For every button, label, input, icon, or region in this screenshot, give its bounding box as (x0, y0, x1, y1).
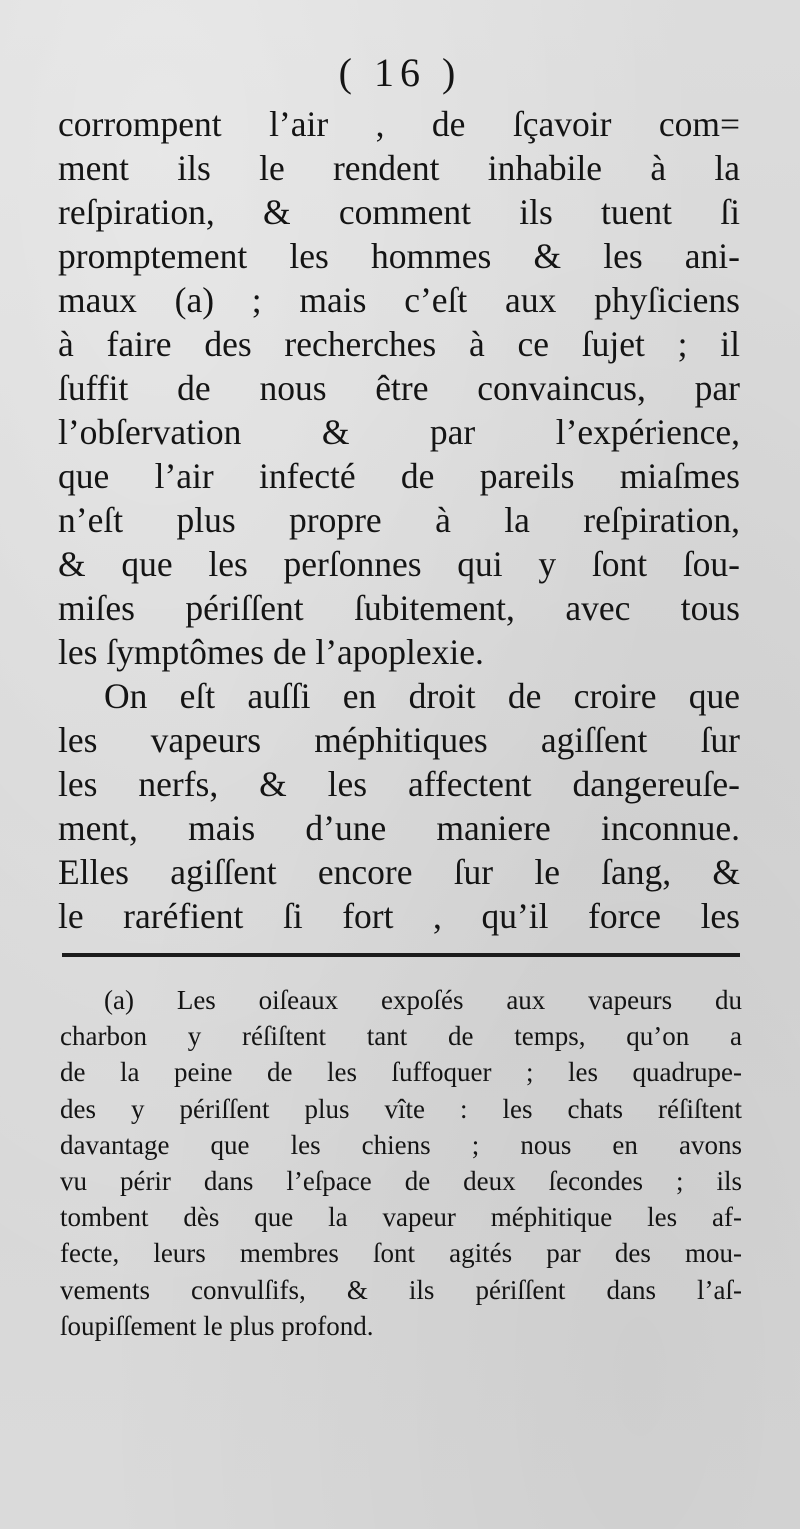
text-line: corrompent l’air , de ſçavoir com= (58, 104, 740, 144)
text-line: ſuffit de nous être convaincus, par (58, 368, 740, 408)
footnote-line: tombent dès que la vapeur méphitique les af- (60, 1202, 742, 1233)
text-line: le raréfient ſi fort , qu’il force les (58, 896, 740, 936)
text-line: que l’air infecté de pareils miaſmes (58, 456, 740, 496)
footnote-line: davantage que les chiens ; nous en avons (60, 1129, 742, 1160)
text-line: & que les perſonnes qui y ſont ſou- (58, 544, 740, 584)
text-line: les ſymptômes de l’apoplexie. (58, 632, 484, 672)
text-line: l’obſervation & par l’expérience, (58, 412, 740, 452)
text-line: miſes périſſent ſubitement, avec tous (58, 588, 740, 628)
footnote-line: fecte, leurs membres ſont agités par des mou- (60, 1238, 742, 1269)
text-line: Elles agiſſent encore ſur le ſang, & (58, 852, 740, 892)
footnote-divider (62, 953, 740, 957)
page-number: ( 16 ) (338, 50, 462, 95)
main-text (58, 102, 740, 938)
footnote-line: charbon y réſiſtent tant de temps, qu’on a (60, 1021, 742, 1052)
footnote (60, 982, 742, 1344)
text-line: promptement les hommes & les ani- (58, 236, 740, 276)
text-line: les vapeurs méphitiques agiſſent ſur (58, 720, 740, 760)
text-line: On eſt auſſi en droit de croire que (104, 676, 740, 716)
text-line: à faire des recherches à ce ſujet ; il (58, 324, 740, 364)
footnote-line: (a) Les oiſeaux expoſés aux vapeurs du (104, 985, 742, 1015)
text-line: maux (a) ; mais c’eſt aux phyſiciens (58, 280, 740, 320)
text-line: ment, mais d’une maniere inconnue. (58, 808, 740, 848)
footnote-line: vements convulſifs, & ils périſſent dans l’aſ- (60, 1274, 742, 1305)
text-line: n’eſt plus propre à la reſpiration, (58, 500, 740, 540)
footnote-line: des y périſſent plus vîte : les chats réſiſtent (60, 1093, 742, 1124)
footnote-line: vu périr dans l’eſpace de deux ſecondes ; ils (60, 1165, 742, 1196)
footnote-line: de la peine de les ſuffoquer ; les quadrupe- (60, 1057, 742, 1088)
text-line: les nerfs, & les affectent dangereuſe- (58, 764, 740, 804)
text-line: ment ils le rendent inhabile à la (58, 148, 740, 188)
footnote-line: ſoupiſſement le plus profond. (60, 1310, 374, 1341)
text-line: reſpiration, & comment ils tuent ſi (58, 192, 740, 232)
